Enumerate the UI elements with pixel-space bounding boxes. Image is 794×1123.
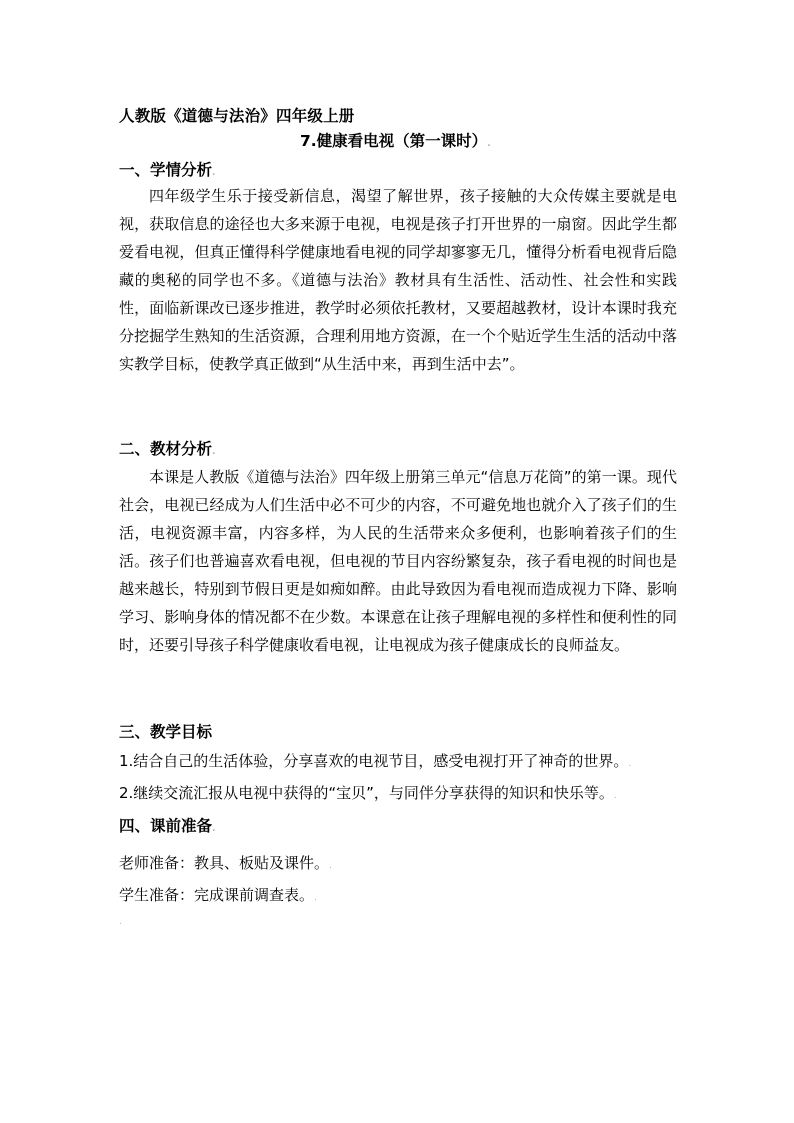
paragraph-mark-icon: .: [212, 824, 216, 834]
paragraph-mark-icon: .: [314, 893, 317, 903]
section-heading-text: 一、学情分析: [119, 161, 213, 179]
prep-item-2: [119, 884, 317, 905]
section-heading-3: [119, 720, 212, 742]
paragraph-mark-icon: .: [613, 791, 617, 801]
section-heading-1: [119, 158, 215, 180]
section-body-2: 本课是人教版《道德与法治》四年级上册第三单元“信息万花筒”的第一课。现代社会，电视已经成为人们生活中必不可少的内容，不可避免地也就介入了孩子们的生活，电视资源丰富，内容多样，为人民的生活带来众多便利，也影响着孩子们的生活。孩子们也普遍喜欢看电视，但电视的节目内容纷繁复杂，孩子看电视的时间也是越来越长，特别到节假日更是如痴如醉。由此导致因为看电视而造成视力下降、影响学习、影响身体的情况都不在少数。本课意在让孩子理解电视的多样性和便利性的同时，还要引导孩子科学健康收看电视，让电视成为孩子健康成长的良师益友。: [119, 468, 677, 654]
prep-item-1: [119, 852, 332, 873]
objective-item-text: 1.结合自己的生活体验，分享喜欢的电视节目，感受电视打开了神奇的世界。: [119, 752, 629, 770]
objective-item-1: [119, 750, 631, 771]
prep-item-text: 学生准备：完成课前调查表。: [119, 886, 315, 904]
paragraph-mark-icon: .: [212, 168, 216, 178]
lesson-subtitle-text: 7.健康看电视（第一课时）: [300, 132, 488, 150]
lesson-subtitle: [300, 129, 491, 151]
section-heading-text: 二、教材分析: [119, 440, 213, 458]
objective-item-2: [119, 782, 617, 803]
paragraph-mark-icon: .: [487, 139, 491, 149]
empty-paragraph: [119, 910, 122, 928]
paragraph-mark-icon: .: [628, 759, 632, 769]
section-body-1: 四年级学生乐于接受新信息，渴望了解世界，孩子接触的大众传媒主要就是电视，获取信息的途径也大多来源于电视，电视是孩子打开世界的一扇窗。因此学生都爱看电视，但真正懂得科学健康地看电视的同学却寥寥无几，懂得分析看电视背后隐藏的奥秘的同学也不多。《道德与法治》教材具有生活性、活动性、社会性和实践性，面临新课改已逐步推进，教学时必须依托教材，又要超越教材，设计本课时我充分挖掘学生熟知的生活资源，合理利用地方资源，在一个个贴近学生生活的活动中落实教学目标，使教学真正做到“从生活中来，再到生活中去”。: [119, 187, 677, 373]
section-heading-4: [119, 814, 215, 836]
prep-item-text: 老师准备：教具、板贴及课件。: [119, 854, 330, 872]
document-title: 人教版《道德与法治》四年级上册: [119, 107, 355, 125]
section-heading-text: 四、课前准备: [119, 817, 213, 835]
section-heading-text: 三、教学目标: [119, 723, 213, 741]
objective-item-text: 2.继续交流汇报从电视中获得的“宝贝”，与同伴分享获得的知识和快乐等。: [119, 784, 614, 802]
paragraph-mark-icon: .: [212, 447, 216, 457]
section-heading-2: [119, 437, 215, 459]
paragraph-mark-icon: .: [329, 861, 332, 871]
paragraph-mark-icon: .: [119, 917, 122, 927]
